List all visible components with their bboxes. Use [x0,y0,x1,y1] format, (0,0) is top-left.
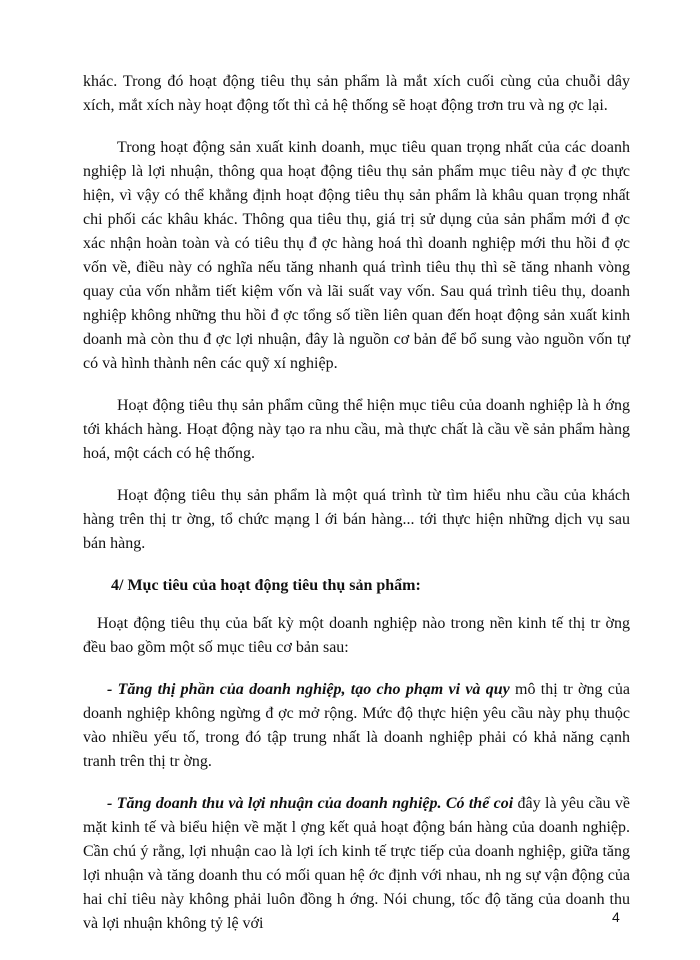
page-number: 4 [612,909,620,925]
paragraph-sales-process: Hoạt động tiêu thụ sản phẩm là một quá trình từ tìm hiểu nhu cầu của khách hàng trên thị tr ờng, tổ chức mạng l ới bán hàng... tới thực hiện những dịch vụ sau bán hàng. [83,487,630,552]
paragraph-customer-orientation: Hoạt động tiêu thụ sản phẩm cũng thể hiện mục tiêu của doanh nghiệp là h ớng tới khách hàng. Hoạt động này tạo ra nhu cầu, mà thực chất là cầu về sản phẩm hàng hoá, một cách có hệ thống. [83,397,630,462]
paragraph-intro: Hoạt động tiêu thụ của bất kỳ một doanh nghiệp nào trong nền kinh tế thị tr ờng đều bao gồm một số mục tiêu cơ bản sau: [83,615,630,656]
list-item-market-share [83,678,630,774]
list-item-text: mô thị tr ờng của doanh nghiệp không ngừng đ ợc mở rộng. Mức độ thực hiện yêu cầu này phụ thuộc vào nhiều yếu tố, trong đó tập trung nhất là doanh nghiệp phải có khả năng cạnh tranh trên thị tr ờng. [83,681,630,770]
list-item-text: đây là yêu cầu về mặt kinh tế và biểu hiện về mặt l ợng kết quả hoạt động bán hàng của doanh nghiệp. Cần chú ý rằng, lợi nhuận cao là lợi ích kinh tế trực tiếp của doanh nghiệp, giữa tăng lợi nhuận và tăng doanh thu có mối quan hệ ớc định với nhau, nh ng sự vận động của hai chỉ tiêu này không phải luôn đồng h ớng. Nói chung, tốc độ tăng của doanh thu và lợi nhuận không tỷ lệ với [83,795,630,932]
list-item-revenue-profit [83,792,630,936]
section-heading: 4/ Mục tiêu của hoạt động tiêu thụ sản phẩm: [111,577,421,594]
list-item-lead: - Tăng thị phần của doanh nghiệp, tạo cho phạm vi và quy [107,681,510,698]
page-body [83,70,630,954]
paragraph-continuation: khác. Trong đó hoạt động tiêu thụ sản phẩm là mắt xích cuối cùng của chuỗi dây xích, mắt xích này hoạt động tốt thì cả hệ thống sẽ hoạt động trơn tru và ng ợc lại. [83,73,630,114]
list-item-lead: - Tăng doanh thu và lợi nhuận của doanh nghiệp. Có thể coi [107,795,514,812]
paragraph-profit-goal: Trong hoạt động sản xuất kinh doanh, mục tiêu quan trọng nhất của các doanh nghiệp là lợi nhuận, thông qua hoạt động tiêu thụ sản phẩm mục tiêu này đ ợc thực hiện, vì vậy có thể khẳng định hoạt động tiêu thụ sản phẩm là khâu quan trọng nhất chi phối các khâu khác. Thông qua tiêu thụ, giá trị sử dụng của sản phẩm mới đ ợc xác nhận hoàn toàn và có tiêu thụ đ ợc hàng hoá thì doanh nghiệp mới thu hồi đ ợc vốn về, điều này có nghĩa nếu tăng nhanh quá trình tiêu thụ thì sẽ tăng nhanh vòng quay của vốn nhằm tiết kiệm vốn và lãi suất vay vốn. Sau quá trình tiêu thụ, doanh nghiệp không những thu hồi đ ợc tổng số tiền liên quan đến hoạt động sản xuất kinh doanh mà còn thu đ ợc lợi nhuận, đây là nguồn cơ bản để bổ sung vào nguồn vốn tự có và hình thành nên các quỹ xí nghiệp. [83,139,630,372]
